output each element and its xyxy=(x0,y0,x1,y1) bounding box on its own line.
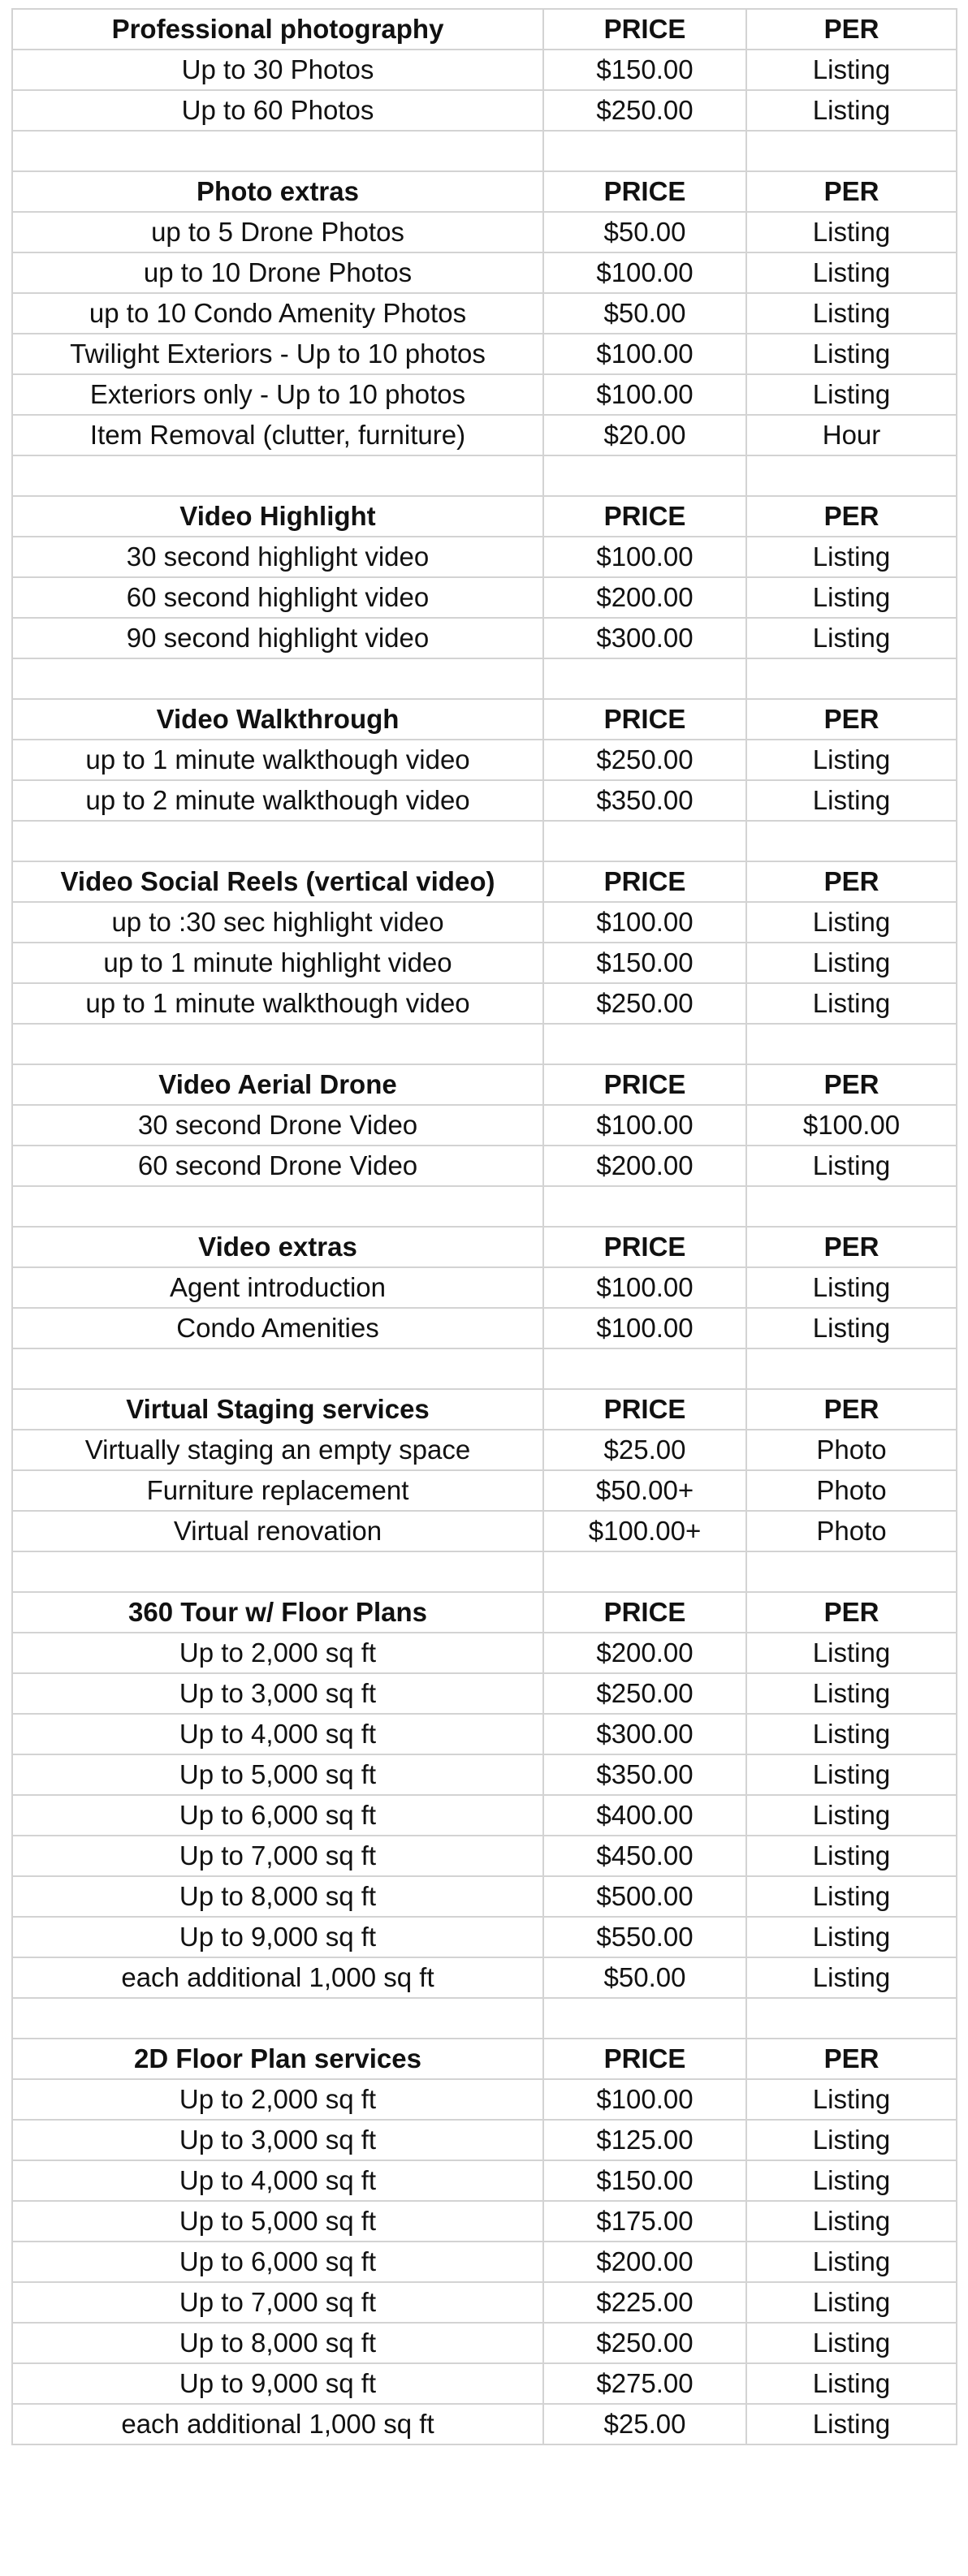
table-row xyxy=(12,2242,957,2282)
per-unit: Listing xyxy=(746,2201,957,2242)
table-row xyxy=(12,2282,957,2323)
price-value: $50.00 xyxy=(543,1957,746,1998)
service-name: Condo Amenities xyxy=(12,1308,543,1348)
per-column-header: PER xyxy=(746,1389,957,1430)
table-row xyxy=(12,415,957,455)
table-row xyxy=(12,2079,957,2120)
spacer-row xyxy=(12,821,957,861)
table-row xyxy=(12,334,957,374)
table-row xyxy=(12,50,957,90)
price-value: $100.00+ xyxy=(543,1511,746,1551)
service-name: Up to 2,000 sq ft xyxy=(12,2079,543,2120)
price-value: $100.00 xyxy=(543,1267,746,1308)
per-unit: Listing xyxy=(746,1673,957,1714)
table-row xyxy=(12,293,957,334)
per-unit: Listing xyxy=(746,618,957,658)
table-row xyxy=(12,1876,957,1917)
pricing-table xyxy=(11,8,957,2445)
per-unit: Listing xyxy=(746,1795,957,1836)
price-value: $500.00 xyxy=(543,1876,746,1917)
per-column-header: PER xyxy=(746,9,957,50)
service-name: 60 second Drone Video xyxy=(12,1146,543,1186)
per-unit: Photo xyxy=(746,1511,957,1551)
empty-cell xyxy=(746,1024,957,1064)
service-name: up to 10 Condo Amenity Photos xyxy=(12,293,543,334)
empty-cell xyxy=(543,1551,746,1592)
service-name: Up to 7,000 sq ft xyxy=(12,2282,543,2323)
pricing-table-body xyxy=(12,9,957,2444)
empty-cell xyxy=(12,131,543,171)
per-unit: Listing xyxy=(746,50,957,90)
per-unit: Photo xyxy=(746,1470,957,1511)
service-name: Up to 4,000 sq ft xyxy=(12,2160,543,2201)
price-value: $50.00+ xyxy=(543,1470,746,1511)
empty-cell xyxy=(12,658,543,699)
spacer-row xyxy=(12,1024,957,1064)
service-name: Up to 5,000 sq ft xyxy=(12,2201,543,2242)
per-column-header: PER xyxy=(746,496,957,537)
per-unit: Listing xyxy=(746,2079,957,2120)
table-row xyxy=(12,1105,957,1146)
service-name: Twilight Exteriors - Up to 10 photos xyxy=(12,334,543,374)
table-row xyxy=(12,1957,957,1998)
section-title: Video Social Reels (vertical video) xyxy=(12,861,543,902)
price-column-header: PRICE xyxy=(543,496,746,537)
price-value: $250.00 xyxy=(543,983,746,1024)
section-title: Video Walkthrough xyxy=(12,699,543,740)
price-value: $100.00 xyxy=(543,902,746,943)
table-row xyxy=(12,374,957,415)
price-value: $200.00 xyxy=(543,1633,746,1673)
per-column-header: PER xyxy=(746,1064,957,1105)
price-value: $50.00 xyxy=(543,293,746,334)
spacer-row xyxy=(12,131,957,171)
per-column-header: PER xyxy=(746,699,957,740)
per-unit: Listing xyxy=(746,252,957,293)
price-value: $350.00 xyxy=(543,780,746,821)
table-row xyxy=(12,983,957,1024)
service-name: Virtual renovation xyxy=(12,1511,543,1551)
service-name: up to 2 minute walkthough video xyxy=(12,780,543,821)
section-title: 2D Floor Plan services xyxy=(12,2039,543,2079)
table-row xyxy=(12,943,957,983)
section-header-row xyxy=(12,171,957,212)
service-name: Up to 5,000 sq ft xyxy=(12,1754,543,1795)
empty-cell xyxy=(746,455,957,496)
empty-cell xyxy=(12,1024,543,1064)
service-name: Agent introduction xyxy=(12,1267,543,1308)
section-header-row xyxy=(12,699,957,740)
table-row xyxy=(12,902,957,943)
section-header-row xyxy=(12,2039,957,2079)
empty-cell xyxy=(746,131,957,171)
price-value: $125.00 xyxy=(543,2120,746,2160)
price-value: $200.00 xyxy=(543,2242,746,2282)
empty-cell xyxy=(746,1348,957,1389)
per-column-header: PER xyxy=(746,861,957,902)
service-name: Up to 8,000 sq ft xyxy=(12,1876,543,1917)
empty-cell xyxy=(12,821,543,861)
service-name: 90 second highlight video xyxy=(12,618,543,658)
service-name: Up to 9,000 sq ft xyxy=(12,1917,543,1957)
per-unit: Listing xyxy=(746,1917,957,1957)
price-value: $200.00 xyxy=(543,1146,746,1186)
spacer-row xyxy=(12,455,957,496)
price-value: $150.00 xyxy=(543,2160,746,2201)
per-unit: $100.00 xyxy=(746,1105,957,1146)
service-name: Virtually staging an empty space xyxy=(12,1430,543,1470)
table-row xyxy=(12,212,957,252)
per-unit: Listing xyxy=(746,1633,957,1673)
price-column-header: PRICE xyxy=(543,1227,746,1267)
empty-cell xyxy=(746,1998,957,2039)
table-row xyxy=(12,1308,957,1348)
per-unit: Listing xyxy=(746,1267,957,1308)
per-unit: Photo xyxy=(746,1430,957,1470)
price-value: $100.00 xyxy=(543,252,746,293)
service-name: Up to 6,000 sq ft xyxy=(12,1795,543,1836)
table-row xyxy=(12,1836,957,1876)
per-unit: Listing xyxy=(746,2363,957,2404)
table-row xyxy=(12,537,957,577)
service-name: up to 1 minute walkthough video xyxy=(12,983,543,1024)
table-row xyxy=(12,2404,957,2444)
per-column-header: PER xyxy=(746,2039,957,2079)
spacer-row xyxy=(12,1998,957,2039)
service-name: Up to 4,000 sq ft xyxy=(12,1714,543,1754)
per-unit: Listing xyxy=(746,2120,957,2160)
per-unit: Listing xyxy=(746,2160,957,2201)
empty-cell xyxy=(543,455,746,496)
service-name: up to :30 sec highlight video xyxy=(12,902,543,943)
per-unit: Listing xyxy=(746,334,957,374)
price-value: $350.00 xyxy=(543,1754,746,1795)
service-name: 30 second Drone Video xyxy=(12,1105,543,1146)
per-unit: Listing xyxy=(746,1714,957,1754)
section-header-row xyxy=(12,9,957,50)
empty-cell xyxy=(543,1024,746,1064)
per-unit: Listing xyxy=(746,983,957,1024)
per-unit: Listing xyxy=(746,374,957,415)
empty-cell xyxy=(746,1186,957,1227)
section-title: Video Highlight xyxy=(12,496,543,537)
per-unit: Listing xyxy=(746,740,957,780)
per-unit: Listing xyxy=(746,577,957,618)
price-value: $300.00 xyxy=(543,1714,746,1754)
per-unit: Listing xyxy=(746,2242,957,2282)
section-title: Photo extras xyxy=(12,171,543,212)
service-name: each additional 1,000 sq ft xyxy=(12,1957,543,1998)
service-name: Up to 7,000 sq ft xyxy=(12,1836,543,1876)
price-column-header: PRICE xyxy=(543,1592,746,1633)
price-value: $450.00 xyxy=(543,1836,746,1876)
price-value: $100.00 xyxy=(543,2079,746,2120)
table-row xyxy=(12,2160,957,2201)
empty-cell xyxy=(543,131,746,171)
empty-cell xyxy=(12,1998,543,2039)
service-name: Up to 3,000 sq ft xyxy=(12,1673,543,1714)
per-unit: Hour xyxy=(746,415,957,455)
table-row xyxy=(12,618,957,658)
price-value: $25.00 xyxy=(543,1430,746,1470)
per-column-header: PER xyxy=(746,1227,957,1267)
service-name: Exteriors only - Up to 10 photos xyxy=(12,374,543,415)
table-row xyxy=(12,1430,957,1470)
empty-cell xyxy=(746,821,957,861)
service-name: up to 1 minute walkthough video xyxy=(12,740,543,780)
section-header-row xyxy=(12,1064,957,1105)
section-header-row xyxy=(12,1389,957,1430)
empty-cell xyxy=(746,1551,957,1592)
table-row xyxy=(12,2323,957,2363)
table-row xyxy=(12,2120,957,2160)
per-unit: Listing xyxy=(746,537,957,577)
price-value: $100.00 xyxy=(543,537,746,577)
price-column-header: PRICE xyxy=(543,1389,746,1430)
price-value: $175.00 xyxy=(543,2201,746,2242)
service-name: 30 second highlight video xyxy=(12,537,543,577)
per-unit: Listing xyxy=(746,2282,957,2323)
per-unit: Listing xyxy=(746,1836,957,1876)
table-row xyxy=(12,1511,957,1551)
per-unit: Listing xyxy=(746,90,957,131)
empty-cell xyxy=(12,1186,543,1227)
price-column-header: PRICE xyxy=(543,1064,746,1105)
per-unit: Listing xyxy=(746,902,957,943)
empty-cell xyxy=(543,1348,746,1389)
price-value: $20.00 xyxy=(543,415,746,455)
per-unit: Listing xyxy=(746,1146,957,1186)
table-row xyxy=(12,577,957,618)
price-value: $250.00 xyxy=(543,90,746,131)
section-header-row xyxy=(12,861,957,902)
table-row xyxy=(12,1673,957,1714)
per-unit: Listing xyxy=(746,293,957,334)
per-unit: Listing xyxy=(746,212,957,252)
service-name: Furniture replacement xyxy=(12,1470,543,1511)
section-title: 360 Tour w/ Floor Plans xyxy=(12,1592,543,1633)
price-value: $150.00 xyxy=(543,50,746,90)
price-value: $550.00 xyxy=(543,1917,746,1957)
spacer-row xyxy=(12,1551,957,1592)
table-row xyxy=(12,2201,957,2242)
empty-cell xyxy=(12,1348,543,1389)
table-row xyxy=(12,1795,957,1836)
per-unit: Listing xyxy=(746,1957,957,1998)
section-title: Video Aerial Drone xyxy=(12,1064,543,1105)
table-row xyxy=(12,1917,957,1957)
section-title: Virtual Staging services xyxy=(12,1389,543,1430)
service-name: Up to 3,000 sq ft xyxy=(12,2120,543,2160)
price-value: $100.00 xyxy=(543,334,746,374)
per-column-header: PER xyxy=(746,1592,957,1633)
price-value: $100.00 xyxy=(543,374,746,415)
per-unit: Listing xyxy=(746,2404,957,2444)
empty-cell xyxy=(543,1186,746,1227)
section-header-row xyxy=(12,1227,957,1267)
empty-cell xyxy=(543,658,746,699)
price-value: $25.00 xyxy=(543,2404,746,2444)
service-name: Up to 9,000 sq ft xyxy=(12,2363,543,2404)
section-title: Professional photography xyxy=(12,9,543,50)
service-name: Up to 30 Photos xyxy=(12,50,543,90)
table-row xyxy=(12,780,957,821)
table-row xyxy=(12,90,957,131)
per-unit: Listing xyxy=(746,1308,957,1348)
empty-cell xyxy=(543,1998,746,2039)
table-row xyxy=(12,740,957,780)
service-name: Up to 2,000 sq ft xyxy=(12,1633,543,1673)
service-name: each additional 1,000 sq ft xyxy=(12,2404,543,2444)
price-value: $250.00 xyxy=(543,740,746,780)
service-name: up to 10 Drone Photos xyxy=(12,252,543,293)
price-value: $100.00 xyxy=(543,1308,746,1348)
price-value: $200.00 xyxy=(543,577,746,618)
price-value: $300.00 xyxy=(543,618,746,658)
price-value: $225.00 xyxy=(543,2282,746,2323)
price-value: $250.00 xyxy=(543,1673,746,1714)
service-name: up to 5 Drone Photos xyxy=(12,212,543,252)
table-row xyxy=(12,1146,957,1186)
per-column-header: PER xyxy=(746,171,957,212)
spacer-row xyxy=(12,658,957,699)
empty-cell xyxy=(12,455,543,496)
price-value: $275.00 xyxy=(543,2363,746,2404)
per-unit: Listing xyxy=(746,780,957,821)
table-row xyxy=(12,252,957,293)
service-name: Up to 6,000 sq ft xyxy=(12,2242,543,2282)
per-unit: Listing xyxy=(746,1754,957,1795)
service-name: 60 second highlight video xyxy=(12,577,543,618)
service-name: Up to 60 Photos xyxy=(12,90,543,131)
table-row xyxy=(12,2363,957,2404)
empty-cell xyxy=(12,1551,543,1592)
table-row xyxy=(12,1754,957,1795)
price-column-header: PRICE xyxy=(543,861,746,902)
service-name: Up to 8,000 sq ft xyxy=(12,2323,543,2363)
section-header-row xyxy=(12,1592,957,1633)
table-row xyxy=(12,1633,957,1673)
price-column-header: PRICE xyxy=(543,9,746,50)
section-header-row xyxy=(12,496,957,537)
price-value: $50.00 xyxy=(543,212,746,252)
price-column-header: PRICE xyxy=(543,699,746,740)
spacer-row xyxy=(12,1348,957,1389)
price-value: $400.00 xyxy=(543,1795,746,1836)
price-value: $250.00 xyxy=(543,2323,746,2363)
price-column-header: PRICE xyxy=(543,2039,746,2079)
section-title: Video extras xyxy=(12,1227,543,1267)
service-name: Item Removal (clutter, furniture) xyxy=(12,415,543,455)
table-row xyxy=(12,1714,957,1754)
spacer-row xyxy=(12,1186,957,1227)
price-value: $100.00 xyxy=(543,1105,746,1146)
per-unit: Listing xyxy=(746,1876,957,1917)
table-row xyxy=(12,1267,957,1308)
price-value: $150.00 xyxy=(543,943,746,983)
empty-cell xyxy=(543,821,746,861)
table-row xyxy=(12,1470,957,1511)
service-name: up to 1 minute highlight video xyxy=(12,943,543,983)
per-unit: Listing xyxy=(746,943,957,983)
empty-cell xyxy=(746,658,957,699)
price-column-header: PRICE xyxy=(543,171,746,212)
per-unit: Listing xyxy=(746,2323,957,2363)
